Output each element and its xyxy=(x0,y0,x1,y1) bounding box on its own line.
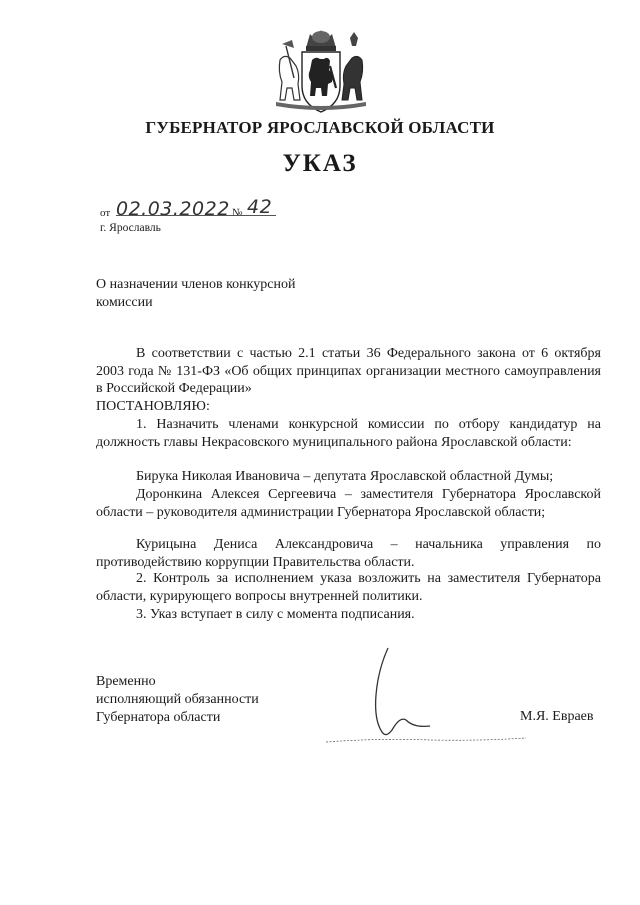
preamble-paragraph: В соответствии с частью 2.1 статьи 36 Федерального закона от 6 октября 2003 года № 131-ФЗ «Об общих принципах организации местного самоуправления в Российской Федерации» xyxy=(96,346,601,396)
handwritten-signature xyxy=(320,640,530,750)
member-1-paragraph: Бирука Николая Ивановича – депутата Ярославской областной Думы; xyxy=(136,469,554,484)
document-type-title: УКАЗ xyxy=(282,150,358,177)
item-1-paragraph: 1. Назначить членами конкурсной комиссии по отбору кандидатур на должность главы Некрасовского муниципального района Ярославской области: xyxy=(96,417,601,450)
date-prefix: от xyxy=(100,207,111,219)
subject-line-1: О назначении членов конкурсной xyxy=(96,277,296,292)
coat-of-arms-emblem xyxy=(272,26,370,116)
signatory-title xyxy=(96,673,259,727)
signatory-line-2: исполняющий обязанности xyxy=(96,692,259,707)
date-number-line xyxy=(100,198,280,224)
handwritten-number: 42 xyxy=(247,196,273,218)
date-underline xyxy=(116,215,276,216)
signatory-name: М.Я. Евраев xyxy=(520,709,594,724)
signatory-line-1: Временно xyxy=(96,674,156,689)
org-title: ГУБЕРНАТОР ЯРОСЛАВСКОЙ ОБЛАСТИ xyxy=(145,118,495,137)
handwritten-date: 02.03.2022 xyxy=(116,198,230,220)
subject-line-2: комиссии xyxy=(96,295,153,310)
document-subject xyxy=(96,276,336,312)
item-3-paragraph: 3. Указ вступает в силу с момента подписания. xyxy=(136,607,415,622)
decree-word: ПОСТАНОВЛЯЮ: xyxy=(96,399,210,414)
member-3-paragraph: Курицына Дениса Александровича – начальника управления по противодействию коррупции Правительства области. xyxy=(96,537,601,570)
member-2-paragraph: Доронкина Алексея Сергеевича – заместителя Губернатора Ярославской области – руководителя администрации Губернатора Ярославской области; xyxy=(96,487,601,520)
number-sign: № xyxy=(232,207,243,219)
city: г. Ярославль xyxy=(100,222,161,234)
item-2-paragraph: 2. Контроль за исполнением указа возложить на заместителя Губернатора области, курирующего вопросы внутренней политики. xyxy=(96,571,601,604)
signatory-line-3: Губернатора области xyxy=(96,710,221,725)
